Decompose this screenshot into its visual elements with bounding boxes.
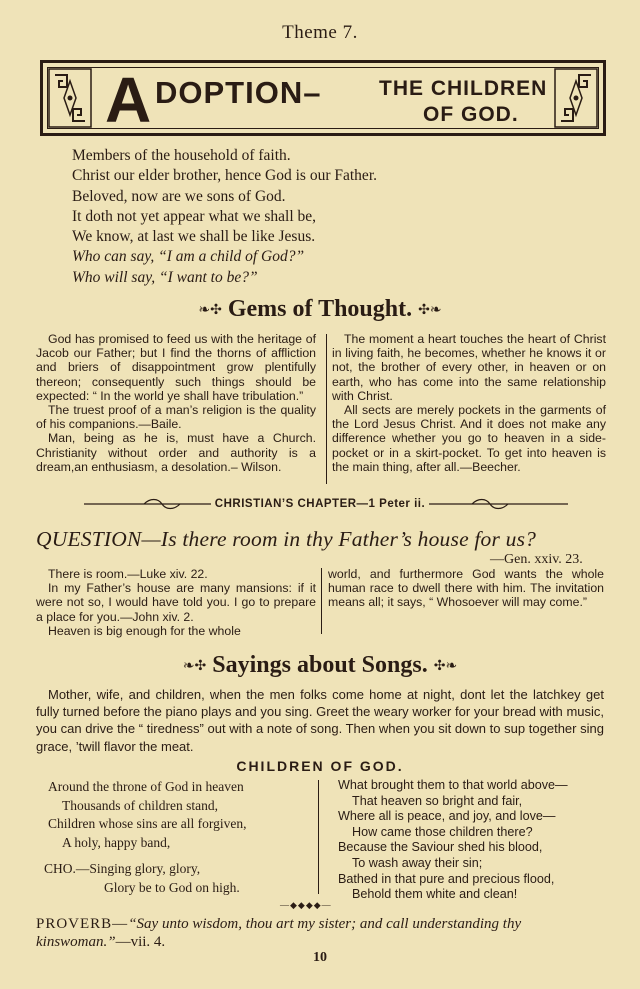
fleuron-left-icon: ❧✣ [198, 302, 222, 318]
gems-paragraph: The truest proof of a man’s religion is the quality of his companions.—Baile. [36, 403, 316, 432]
fleuron-left-icon: ❧✣ [182, 658, 207, 674]
hymn-line: Where all is peace, and joy, and love— [338, 809, 556, 824]
question-paragraph: In my Father’s house are many mansions: if it were not so, I would have told you. I go to prepare a place for you.—John xiv. 2. [36, 581, 316, 624]
hymn-right-verse [338, 778, 568, 903]
poem-line: Members of the household of faith. [72, 147, 291, 164]
hymn-chorus [44, 860, 240, 897]
proverb-text: “Say unto wisdom, thou art my sister; and call understanding thy kinswoman.” [36, 916, 522, 950]
title-subtitle-line2: OF GOD. [423, 103, 519, 126]
poem-line: We know, at last we shall be like Jesus. [72, 228, 316, 246]
column-divider [321, 568, 322, 634]
hymn-line: How came those children there? [352, 824, 533, 839]
chorus-line: Glory be to God on high. [104, 879, 240, 895]
hymn-left-verse [48, 778, 246, 852]
proverb-label: PROVERB— [36, 916, 129, 932]
fleuron-right-icon: ✣❧ [418, 302, 442, 318]
songs-paragraph [36, 686, 604, 755]
gems-right-column [332, 332, 606, 474]
poem-line-italic: Who can say, “I am a child of God?” [72, 248, 305, 266]
fleuron-right-icon: ✣❧ [433, 658, 458, 674]
hymn-title: CHILDREN OF GOD. [236, 758, 404, 774]
theme-label: Theme 7. [282, 22, 358, 43]
hymn-line: Because the Saviour shed his blood, [338, 840, 543, 855]
page-number: 10 [313, 950, 327, 965]
hymn-line: Children whose sins are all forgiven, [48, 816, 247, 831]
chorus-label: CHO.— [44, 861, 90, 876]
gems-paragraph: All sects are merely pockets in the garments of the Lord Jesus Christ. And it does not make any difference whether you go to heaven in a side-pocket or in a skirt-pocket. To get into heaven is the main thing, after all.—Beecher. [332, 403, 606, 474]
gems-paragraph: God has promised to feed us with the heritage of Jacob our Father; but I find the thorns of affliction and briers of disappointment grow plentifully thereon; consequently such things should be expected: “ In the world ye shall have tribulation.” [36, 332, 316, 403]
question-paragraph: There is room.—Luke xiv. 22. [48, 567, 208, 581]
songs-text: Mother, wife, and children, when the men folks come home at night, dont let the latchkey get fully turned before the piano plays and you sing. Greet the weary worker for your bread with music, you can drive the “ tiredness” out with a note of song. Then when you sit down to sup together sing grace, ’twill flavor the meat. [36, 687, 604, 754]
question-heading: QUESTION—Is there room in thy Father’s house for us? [36, 527, 537, 551]
question-paragraph: world, and furthermore God wants the whole human race to dwell there with him. The invitation means all; it says, “ Whosoever will may come.” [328, 567, 604, 610]
diamond-divider-icon: —◆◆◆◆— [280, 900, 332, 910]
hymn-line: What brought them to that world above— [338, 778, 568, 792]
column-divider [318, 780, 319, 894]
gems-paragraph: The moment a heart touches the heart of Christ in living faith, he becomes, whether he knows it or not, the brother of every other, in heaven or on earth, who has come into the same relationship with Christ. [332, 332, 606, 403]
christians-chapter: CHRISTIAN’S CHAPTER—1 Peter ii. [0, 498, 640, 510]
greek-key-ornament-left [47, 67, 93, 129]
gems-heading: ❧✣ Gems of Thought. ✣❧ [198, 296, 442, 322]
gems-paragraph: Man, being as he is, must have a Church. Christianity without order and authority is a dream,an enthusiasm, a desolation.– Wilson. [36, 431, 316, 474]
hymn-line: That heaven so bright and fair, [352, 793, 523, 808]
question-paragraph: Heaven is big enough for the whole [48, 623, 241, 638]
title-main: DOPTION– [155, 75, 322, 110]
songs-heading: ❧✣ Sayings about Songs. ✣❧ [182, 652, 458, 678]
hymn-line: To wash away their sin; [352, 855, 483, 870]
hymn-line: Around the throne of God in heaven [48, 779, 244, 794]
title-subtitle-line1: THE CHILDREN [379, 77, 548, 100]
title-banner [40, 60, 606, 136]
hymn-line: Behold them white and clean! [352, 887, 518, 902]
title-initial: A [105, 64, 152, 136]
hymn-line: Thousands of children stand, [62, 797, 218, 813]
gems-left-column [36, 332, 316, 474]
column-divider [326, 334, 327, 484]
poem-line: It doth not yet appear what we shall be, [72, 207, 317, 225]
proverb-reference: —vii. 4. [115, 934, 166, 950]
greek-key-ornament-right [553, 67, 599, 129]
chorus-line: CHO.—Singing glory, glory, [44, 861, 201, 876]
hymn-line: Bathed in that pure and precious flood, [338, 871, 555, 886]
question-left-column [36, 567, 316, 638]
poem-line: Christ our elder brother, hence God is our Father. [72, 167, 377, 185]
poem-line: Beloved, now are we sons of God. [72, 187, 286, 205]
poem-line-italic: Who will say, “I want to be?” [72, 268, 258, 286]
hymn-line: A holy, happy band, [62, 834, 171, 850]
question-right-column [328, 567, 604, 610]
intro-poem [72, 146, 377, 288]
question-reference: —Gen. xxiv. 23. [490, 552, 583, 567]
proverb [36, 915, 606, 951]
